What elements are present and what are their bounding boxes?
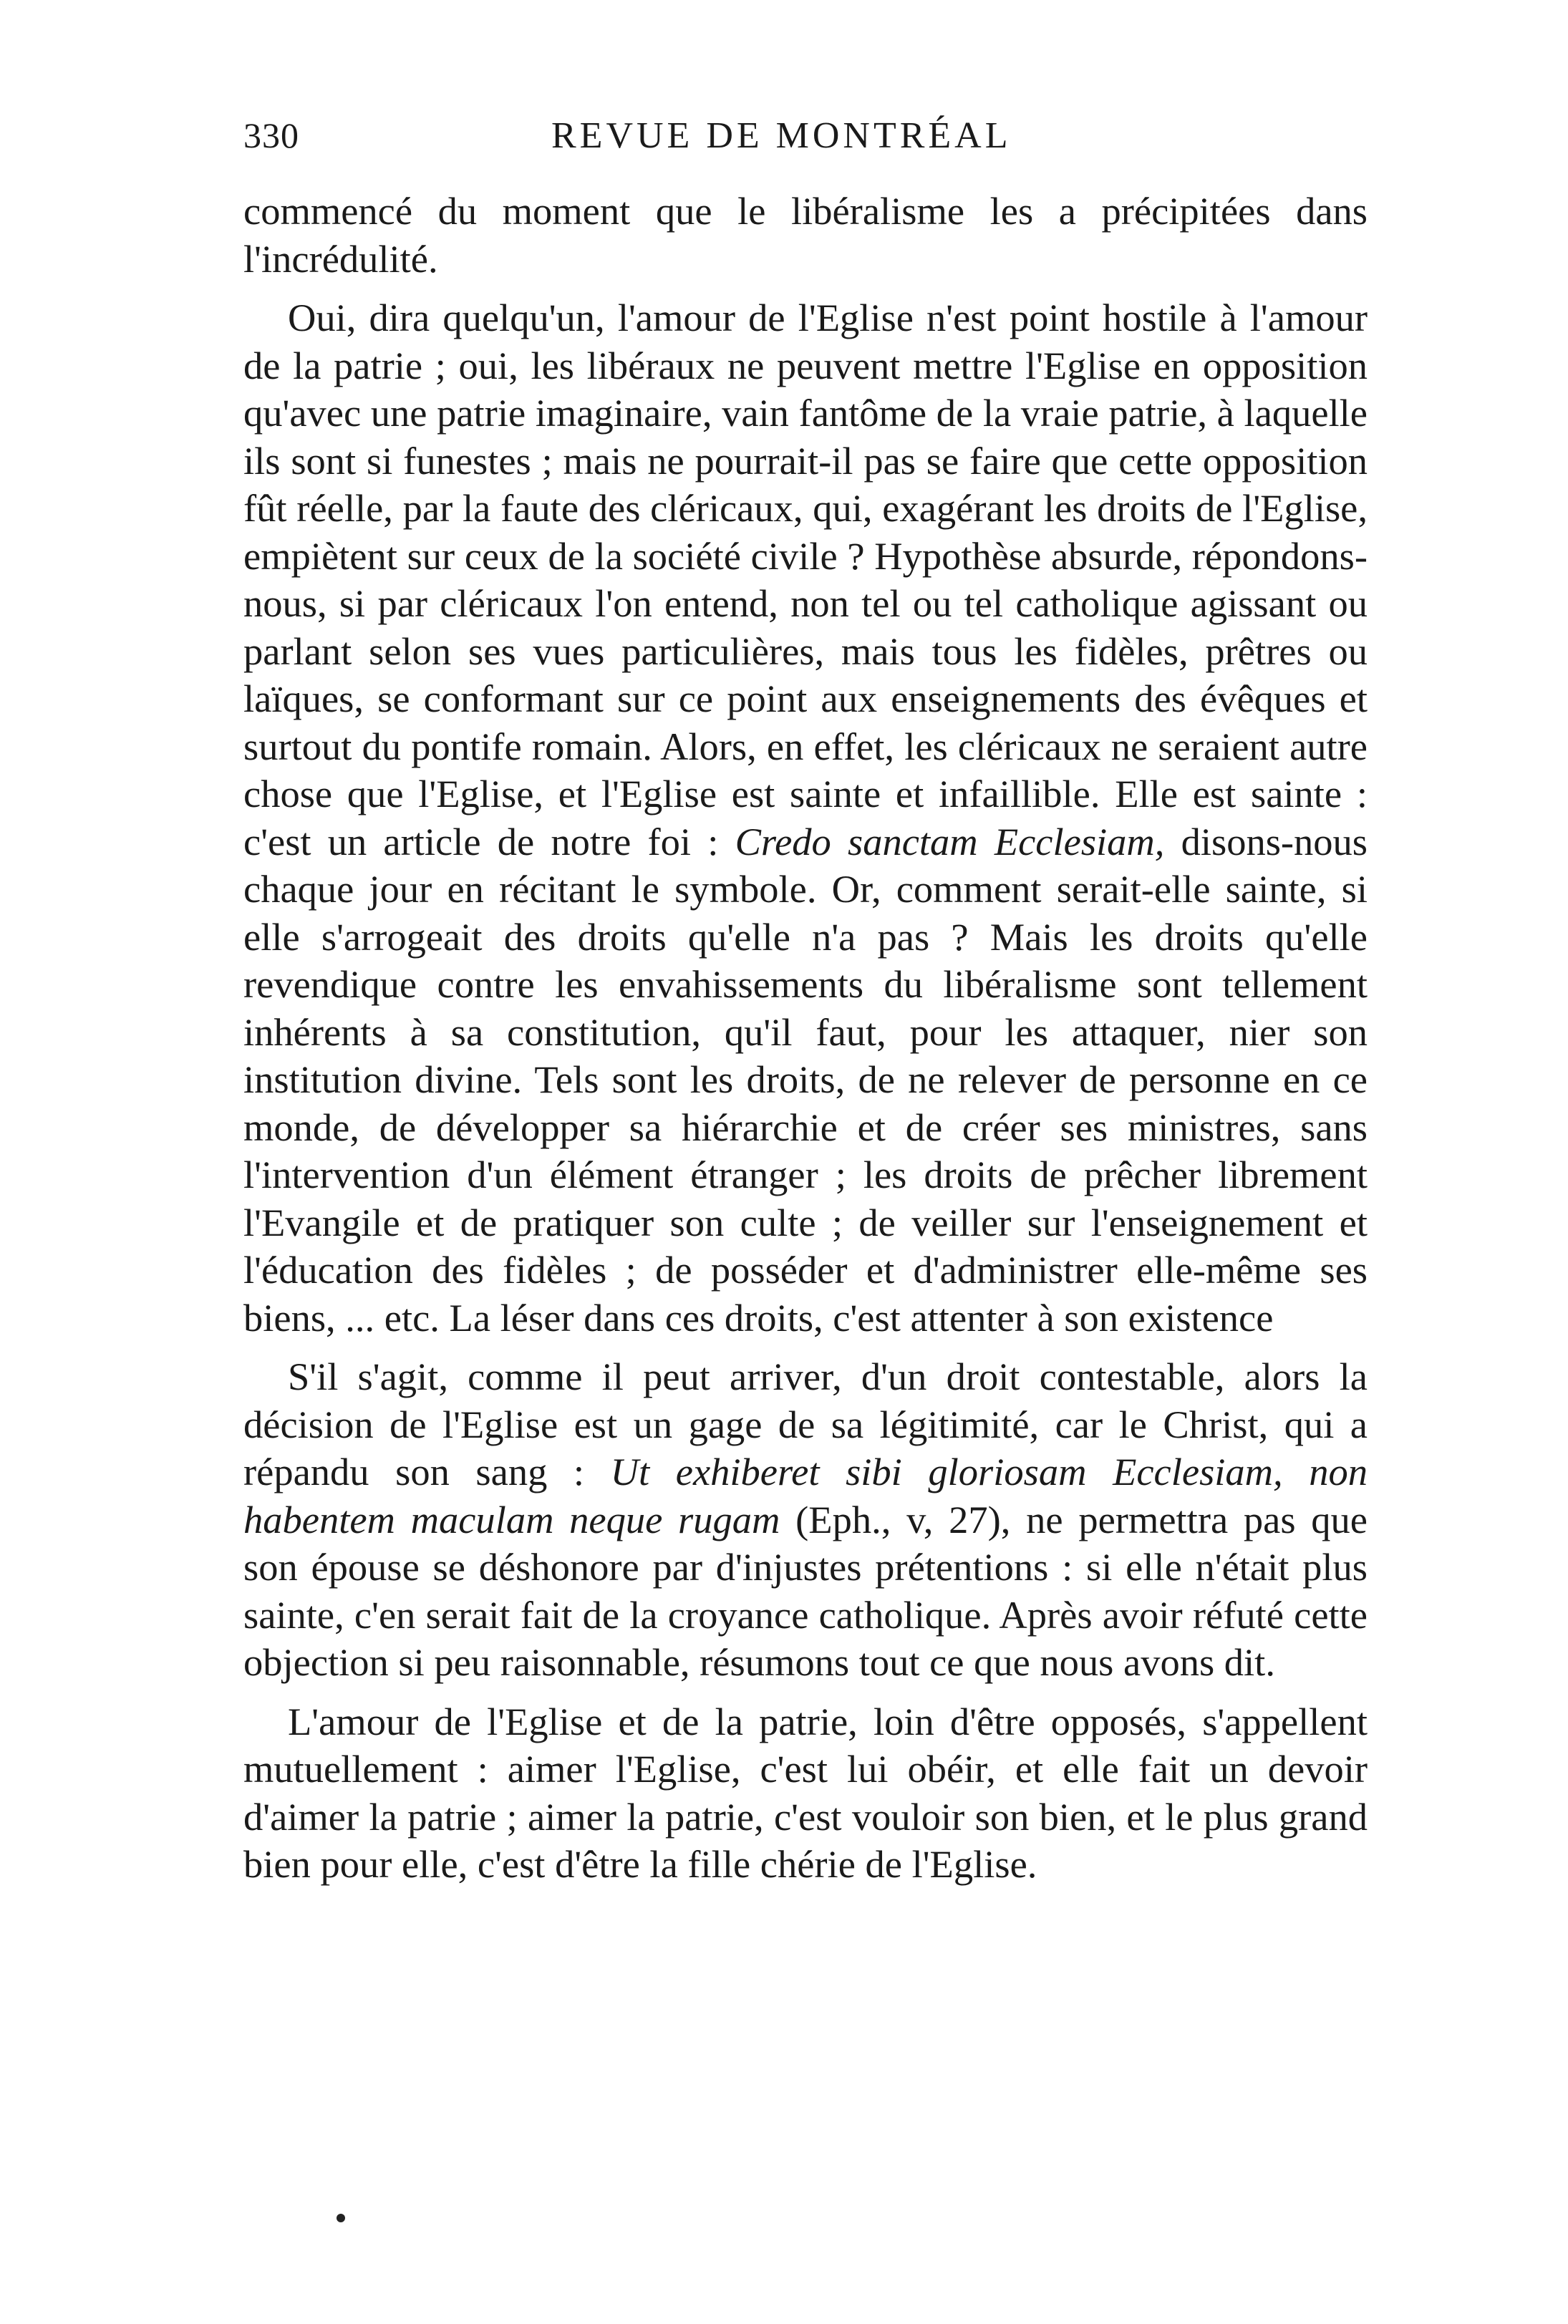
- body-text: [243, 188, 1368, 1889]
- paragraph-summary: L'amour de l'Eglise et de la patrie, loin d'être opposés, s'appellent mutuellement : aimer l'Eglise, c'est lui obéir, et elle fait un devoir d'aimer la patrie ; aimer la patrie, c'est vouloir son bien, et le plus grand bien pour elle, c'est d'être la fille chérie de l'Eglise.: [243, 1699, 1368, 1886]
- paragraph-contestable-right: [243, 1353, 1368, 1687]
- paragraph-continued: commencé du moment que le libéralisme les a précipitées dans l'incrédulité.: [243, 189, 1368, 281]
- paragraph-text-tail: (Eph., v, 27), ne permettra pas que son épouse se déshonore par d'injustes prétentions : si elle n'était plus sainte, c'en serait fait de la croyance catholique. Après avoir réfuté cette objection si peu raisonnable, résumons tout ce que nous avons dit.: [243, 1497, 1368, 1684]
- running-title: REVUE DE MONTRÉAL: [551, 115, 1012, 156]
- page-number: 330: [243, 115, 299, 155]
- paragraph-text: Oui, dira quelqu'un, l'amour de l'Eglise n'est point hostile à l'amour de la patrie ; oui, les libéraux ne peuvent mettre l'Eglise en opposition qu'avec une patrie imaginaire, vain fantôme de la vraie patrie, à laquelle ils sont si funestes ; mais ne pourrait-il pas se faire que cette opposition fût réelle, par la faute des cléricaux, qui, exagérant les droits de l'Eglise, empiètent sur ceux de la société civile ? Hypothèse absurde, répondons-nous, si par cléricaux l'on entend, non tel ou tel catholique agissant ou parlant selon ses vues particulières, mais tous les fidèles, prêtres ou laïques, se conformant sur ce point aux enseignements des évêques et surtout du pontife romain. Alors, en effet, les cléricaux ne seraient autre chose que l'Eglise, et l'Eglise est sainte et infaillible. Elle est sainte : c'est un article de notre foi :: [243, 296, 1368, 863]
- latin-quote-credo: Credo sanctam Ecclesiam,: [735, 819, 1165, 863]
- latin-quote-ephesians: Ut exhiberet sibi gloriosam Ecclesiam, non habentem maculam neque rugam: [243, 1450, 1368, 1541]
- paragraph-objection: [243, 294, 1368, 1342]
- paragraph-text: S'il s'agit, comme il peut arriver, d'un droit contestable, alors la décision de l'Eglise est un gage de sa légitimité, car le Christ, qui a répandu son sang :: [243, 1355, 1368, 1493]
- paragraph-text-tail: disons-nous chaque jour en récitant le symbole. Or, comment serait-elle sainte, si elle s'arrogeait des droits qu'elle n'a pas ? Mais les droits qu'elle revendique contre les envahissements du libéralisme sont tellement inhérents à sa constitution, qu'il faut, pour les attaquer, nier son institution divine. Tels sont les droits, de ne relever de personne en ce monde, de développer sa hiérarchie et de créer ses ministres, sans l'intervention d'un élément étranger ; les droits de prêcher librement l'Evangile et de pratiquer son culte ; de veiller sur l'enseignement et l'éducation des fidèles ; de posséder et d'administrer elle-même ses biens, ... etc. La léser dans ces droits, c'est attenter à son existence: [243, 819, 1368, 1340]
- printer-mark: [337, 2214, 345, 2222]
- running-header: [243, 115, 1368, 172]
